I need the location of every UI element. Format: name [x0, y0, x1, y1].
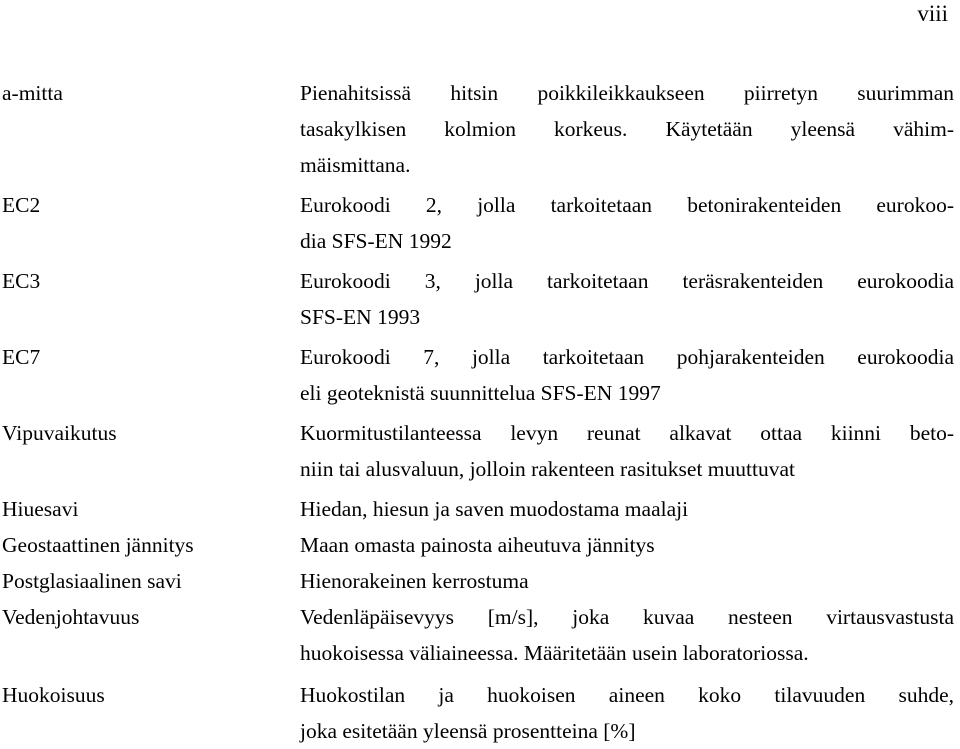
- glossary-entry-hiuesavi: [2, 491, 954, 527]
- glossary-definition: [300, 677, 954, 749]
- definition-line: Eurokoodi 7, jolla tarkoitetaan pohjarakenteiden eurokoodia: [300, 345, 954, 369]
- glossary-entry-ec7: [2, 339, 954, 411]
- glossary-term: a-mitta: [2, 81, 63, 105]
- glossary-entry-ec2: [2, 187, 954, 259]
- glossary-definition: [300, 599, 954, 671]
- definition-line: Eurokoodi 2, jolla tarkoitetaan betonirakenteiden eurokoo-: [300, 193, 954, 217]
- glossary-entry-geostaattinen-jannitys: [2, 527, 954, 563]
- definition-line: joka esitetään yleensä prosentteina [%]: [300, 719, 636, 743]
- glossary-term: EC2: [2, 193, 41, 217]
- definition-line: Hienorakeinen kerrostuma: [300, 569, 529, 593]
- glossary-term: EC7: [2, 345, 41, 369]
- definition-line: niin tai alusvaluun, jolloin rakenteen rasitukset muuttuvat: [300, 457, 795, 481]
- glossary-term: Postglasiaalinen savi: [2, 569, 182, 593]
- page-number: viii: [917, 1, 948, 26]
- definition-line: mäismittana.: [300, 153, 411, 177]
- glossary-definition: [300, 415, 954, 487]
- definition-line: tasakylkisen kolmion korkeus. Käytetään yleensä vähim-: [300, 117, 954, 141]
- glossary-entry-a-mitta: [2, 75, 954, 183]
- glossary-entry-postglasiaalinen-savi: [2, 563, 954, 599]
- glossary-list: [2, 75, 954, 749]
- glossary-definition: [300, 263, 954, 335]
- definition-line: huokoisessa väliaineessa. Määritetään usein laboratoriossa.: [300, 641, 809, 665]
- glossary-term: Vipuvaikutus: [2, 421, 117, 445]
- glossary-definition: [300, 563, 954, 599]
- glossary-entry-huokoisuus: [2, 677, 954, 749]
- glossary-definition: [300, 187, 954, 259]
- glossary-term: Hiuesavi: [2, 497, 79, 521]
- glossary-entry-vedenjohtavuus: [2, 599, 954, 671]
- glossary-term: Huokoisuus: [2, 683, 105, 707]
- definition-line: dia SFS-EN 1992: [300, 229, 452, 253]
- glossary-definition: [300, 339, 954, 411]
- glossary-term: Geostaattinen jännitys: [2, 533, 194, 557]
- glossary-entry-ec3: [2, 263, 954, 335]
- definition-line: Kuormitustilanteessa levyn reunat alkavat ottaa kiinni beto-: [300, 421, 954, 445]
- definition-line: eli geoteknistä suunnittelua SFS-EN 1997: [300, 381, 661, 405]
- glossary-definition: [300, 491, 954, 527]
- glossary-term: Vedenjohtavuus: [2, 605, 140, 629]
- glossary-entry-vipuvaikutus: [2, 415, 954, 487]
- definition-line: Hiedan, hiesun ja saven muodostama maalaji: [300, 497, 689, 521]
- definition-line: Pienahitsissä hitsin poikkileikkaukseen piirretyn suurimman: [300, 81, 954, 105]
- glossary-definition: [300, 527, 954, 563]
- definition-line: Vedenläpäisevyys [m/s], joka kuvaa nesteen virtausvastusta: [300, 605, 954, 629]
- definition-line: Eurokoodi 3, jolla tarkoitetaan teräsrakenteiden eurokoodia: [300, 269, 954, 293]
- definition-line: SFS-EN 1993: [300, 305, 421, 329]
- glossary-term: EC3: [2, 269, 41, 293]
- definition-line: Maan omasta painosta aiheutuva jännitys: [300, 533, 655, 557]
- glossary-definition: [300, 75, 954, 183]
- definition-line: Huokostilan ja huokoisen aineen koko tilavuuden suhde,: [300, 683, 954, 707]
